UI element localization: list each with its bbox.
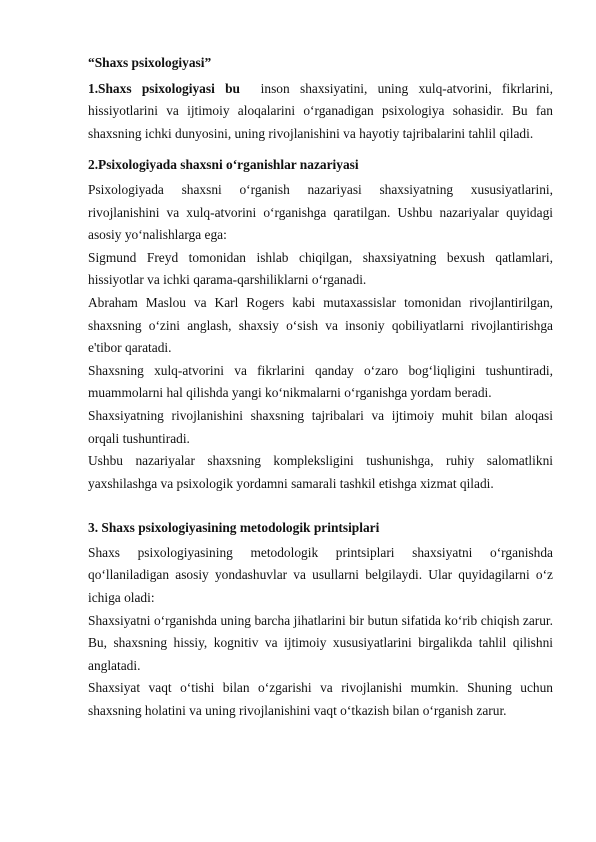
section2-paragraph: Psixologiyada shaxsni o‘rganish nazariyasi shaxsiyatning xususiyatlarini, rivojlanishini va xulq-atvorini o‘rganishga qaratilgan. Ushbu nazariyalar quyidagi asosiy yo‘nalishlarga ega: <box>88 181 553 243</box>
section2-paragraph: Shaxsiyatning rivojlanishini shaxsning tajribalari va ijtimoiy muhit bilan aloqasi orqali tushuntiradi. <box>88 407 553 446</box>
section2-heading: 2.Psixologiyada shaxsni o‘rganishlar nazariyasi <box>88 157 359 173</box>
section3-paragraph: Shaxsiyat vaqt o‘tishi bilan o‘zgarishi va rivojlanishi mumkin. Shuning uchun shaxsning holatini va uning rivojlanishini vaqt o‘tkazish bilan o‘rganish zarur. <box>88 680 553 719</box>
document-page <box>88 52 553 723</box>
section1-text: inson shaxsiyatini, uning xulq-atvorini, fikrlarini, hissiyotlarini va ijtimoiy aloqalarini o‘rganadigan psixologiya sohasidir. Bu fan shaxsning ichki dunyosini, uning rivojlanishini va hayotiy tajribalarini tahlil qiladi. <box>88 80 554 141</box>
section2-paragraph: Sigmund Freyd tomonidan ishlab chiqilgan, shaxsiyatning bexush qatlamlari, hissiyotlar va ichki qarama-qarshiliklarni o‘rganadi. <box>88 249 553 288</box>
section1-paragraph <box>88 78 553 146</box>
document-title: “Shaxs psixologiyasi” <box>88 55 212 70</box>
section3-paragraph: Shaxs psixologiyasining metodologik printsiplari shaxsiyatni o‘rganishda qo‘llaniladigan asosiy yondashuvlar va usullarni belgilaydi. Ular quyidagilarni o‘z ichiga oladi: <box>88 544 553 606</box>
section3-heading: 3. Shaxs psixologiyasining metodologik printsiplari <box>88 520 380 536</box>
section3-paragraph: Shaxsiyatni o‘rganishda uning barcha jihatlarini bir butun sifatida ko‘rib chiqish zarur. Bu, shaxsning hissiy, kognitiv va ijtimoiy xususiyatlarini birgalikda tahlil qilishni anglatadi. <box>88 612 553 673</box>
section2-paragraph: Shaxsning xulq-atvorini va fikrlarini qanday o‘zaro bog‘liqligini tushuntiradi, muammolarni hal qilishda yangi ko‘nikmalarni o‘rganishga yordam beradi. <box>88 362 553 401</box>
section2-paragraph: Abraham Maslou va Karl Rogers kabi mutaxassislar tomonidan rivojlantirilgan, shaxsning o‘zini anglash, shaxsiy o‘sish va insoniy qobiliyatlarni rivojlantirishga e'tibor qaratadi. <box>88 294 553 356</box>
section2-paragraph: Ushbu nazariyalar shaxsning kompleksligini tushunishga, ruhiy salomatlikni yaxshilashga va psixologik yordamni samarali tashkil etishga xizmat qiladi. <box>88 453 553 491</box>
section1-lead: 1.Shaxs psixologiyasi bu <box>88 80 241 96</box>
